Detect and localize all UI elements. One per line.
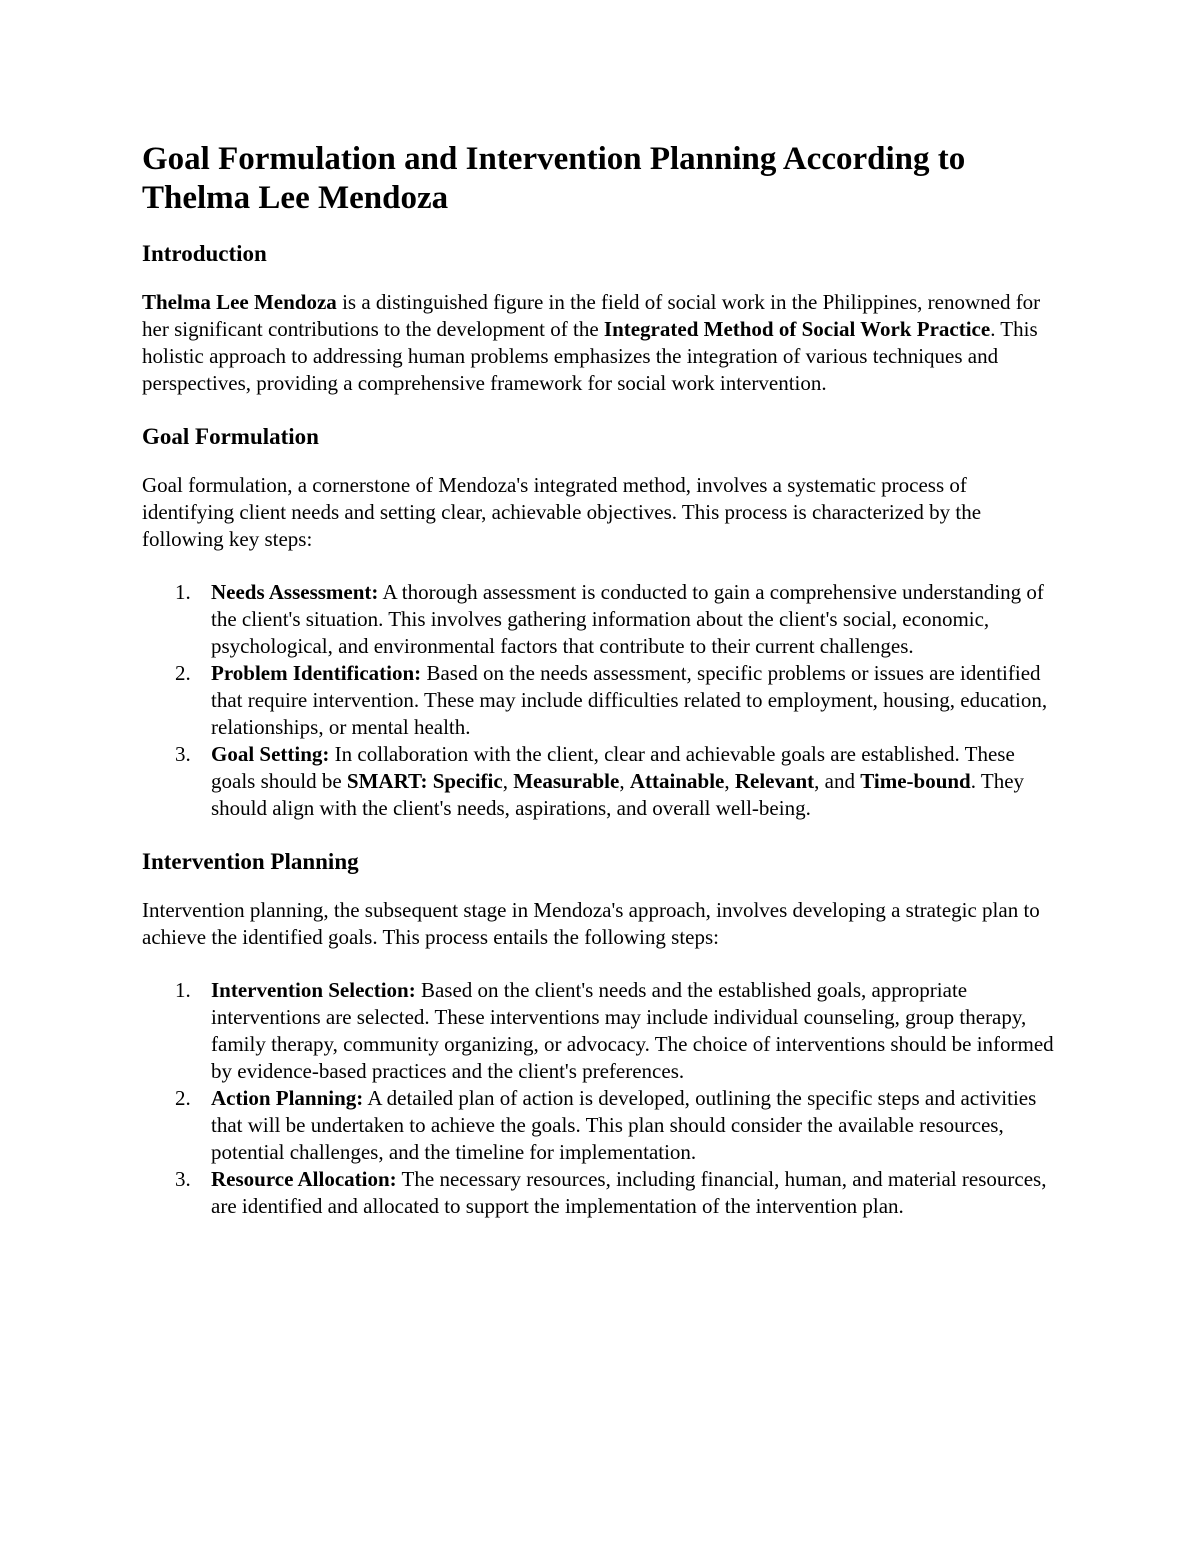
goal-formulation-paragraph: Goal formulation, a cornerstone of Mendoza's integrated method, involves a systematic process of identifying client needs and setting clear, achievable objectives. This process is characterized by the following key steps:: [142, 473, 982, 551]
step-label: Needs Assessment:: [211, 580, 379, 604]
intervention-planning-heading: Intervention Planning: [142, 849, 359, 874]
step-label: Goal Setting:: [211, 742, 330, 766]
intervention-planning-steps: [142, 977, 1062, 1220]
step-text: A thorough assessment is conducted to gain a comprehensive understanding of the client's situation. This involves gathering information about the client's social, economic, psychological, and environmental factors that contribute to their current challenges.: [211, 580, 1044, 658]
attainable-term: Attainable: [629, 769, 725, 793]
list-number: 1.: [175, 580, 191, 604]
introduction-heading: Introduction: [142, 241, 267, 266]
step-label: Intervention Selection:: [211, 978, 416, 1002]
separator-text: ,: [502, 769, 514, 793]
step-text: A detailed plan of action is developed, outlining the specific steps and activities that will be undertaken to achieve the goals. This plan should consider the available resources, potential challenges, and the timeline for implementation.: [211, 1086, 1037, 1164]
goal-formulation-steps: [142, 579, 1062, 822]
step-text: Based on the needs assessment, specific problems or issues are identified that require intervention. These may include difficulties related to employment, housing, education, relationships, or mental health.: [211, 661, 1048, 739]
step-text: In collaboration with the client, clear and achievable goals are established. These goals should be: [211, 742, 1015, 793]
step-text: . They should align with the client's needs, aspirations, and overall well-being.: [211, 769, 1025, 820]
document-page: [142, 140, 1062, 1246]
time-bound-term: Time-bound: [860, 769, 971, 793]
separator-text: ,: [619, 769, 630, 793]
intro-text-2: . This holistic approach to addressing human problems emphasizes the integration of various techniques and perspectives, providing a comprehensive framework for social work intervention.: [142, 317, 1038, 395]
document-title: Goal Formulation and Intervention Planning According to Thelma Lee Mendoza: [142, 141, 966, 216]
list-number: 1.: [175, 978, 191, 1002]
relevant-term: Relevant: [734, 769, 815, 793]
intro-bold-method: Integrated Method of Social Work Practice: [603, 317, 991, 341]
list-item: [142, 1166, 1062, 1220]
list-number: 3.: [175, 742, 191, 766]
list-item: [142, 741, 1062, 822]
step-text: Based on the client's needs and the established goals, appropriate interventions are selected. These interventions may include individual counseling, group therapy, family therapy, community organizing, or advocacy. The choice of interventions should be informed by evidence-based practices and the client's preferences.: [211, 978, 1054, 1083]
list-number: 3.: [175, 1167, 191, 1191]
list-number: 2.: [175, 1086, 191, 1110]
separator-text: , and: [814, 769, 861, 793]
step-label: Resource Allocation:: [211, 1167, 397, 1191]
intervention-planning-paragraph: Intervention planning, the subsequent stage in Mendoza's approach, involves developing a strategic plan to achieve the identified goals. This process entails the following steps:: [142, 898, 1040, 949]
separator-text: ,: [724, 769, 735, 793]
list-item: [142, 977, 1062, 1085]
step-text: The necessary resources, including financial, human, and material resources, are identified and allocated to support the implementation of the intervention plan.: [211, 1167, 1047, 1218]
smart-term: SMART: Specific: [346, 769, 503, 793]
measurable-term: Measurable: [513, 769, 620, 793]
step-label: Action Planning:: [211, 1086, 364, 1110]
list-item: [142, 660, 1062, 741]
list-number: 2.: [175, 661, 191, 685]
intro-text-1: is a distinguished figure in the field of social work in the Philippines, renowned for her significant contributions to the development of the: [142, 290, 1041, 341]
introduction-paragraph: [142, 289, 1062, 397]
goal-formulation-heading: Goal Formulation: [142, 424, 319, 449]
list-item: [142, 579, 1062, 660]
intro-bold-name: Thelma Lee Mendoza: [142, 290, 337, 314]
list-item: [142, 1085, 1062, 1166]
step-label: Problem Identification:: [211, 661, 422, 685]
